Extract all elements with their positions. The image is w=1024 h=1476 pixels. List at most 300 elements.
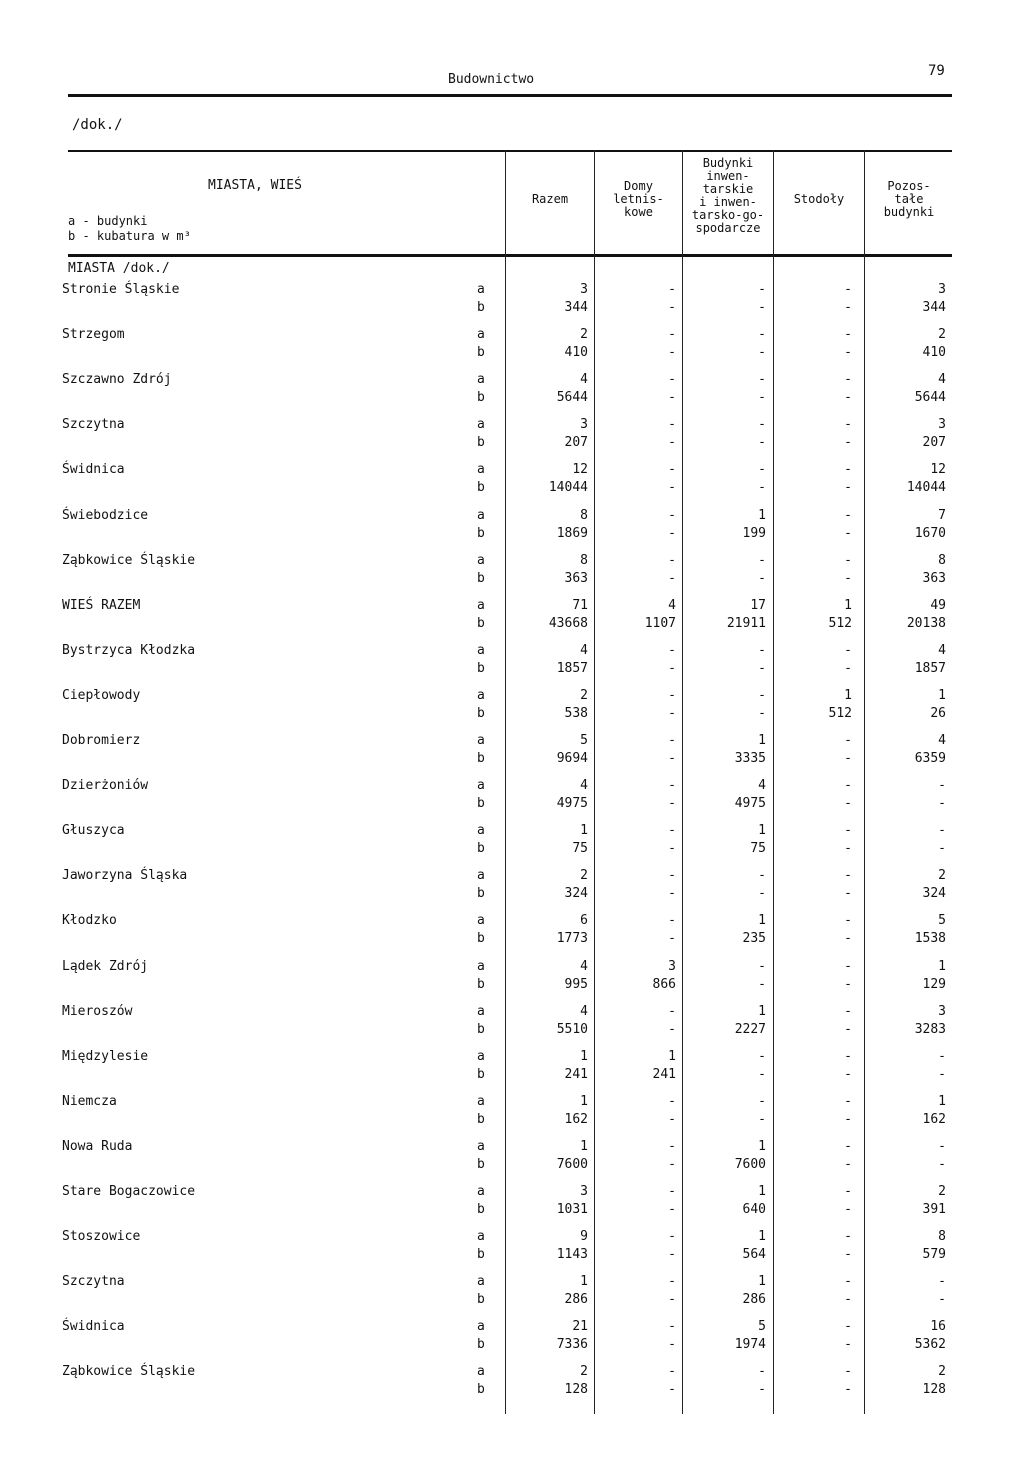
cell-domy-a: - xyxy=(668,327,676,342)
cell-inwent-b: - xyxy=(758,661,766,676)
cell-pozostale-a: 8 xyxy=(938,1229,946,1244)
cell-inwent-a: - xyxy=(758,372,766,387)
row-marker-a: a xyxy=(477,1364,485,1379)
cell-domy-a: - xyxy=(668,778,676,793)
cell-domy-b: - xyxy=(668,1022,676,1037)
cell-razem-b: 410 xyxy=(564,345,588,360)
row-marker-a: a xyxy=(477,1094,485,1109)
cell-stodoly-b: - xyxy=(844,1112,852,1127)
cell-stodoly-a: - xyxy=(844,1094,852,1109)
cell-razem-b: 344 xyxy=(564,300,588,315)
cell-stodoly-a: - xyxy=(844,1229,852,1244)
running-title: Budownictwo xyxy=(448,72,535,87)
cell-domy-b: 241 xyxy=(652,1067,676,1082)
cell-stodoly-a: - xyxy=(844,913,852,928)
cell-razem-a: 9 xyxy=(580,1229,588,1244)
row-name: Świdnica xyxy=(62,462,125,477)
cell-stodoly-b: - xyxy=(844,751,852,766)
cell-pozostale-a: 1 xyxy=(938,688,946,703)
cell-inwent-b: 75 xyxy=(750,841,766,856)
cell-domy-a: - xyxy=(668,913,676,928)
cell-domy-b: - xyxy=(668,480,676,495)
cell-inwent-a: 1 xyxy=(758,508,766,523)
cell-domy-b: - xyxy=(668,390,676,405)
row-marker-b: b xyxy=(477,571,485,586)
cell-domy-b: - xyxy=(668,526,676,541)
cell-stodoly-a: - xyxy=(844,733,852,748)
header-bottom-rule xyxy=(68,254,952,257)
cell-inwent-b: - xyxy=(758,1112,766,1127)
row-marker-b: b xyxy=(477,661,485,676)
cell-pozostale-a: 12 xyxy=(930,462,946,477)
cell-domy-a: - xyxy=(668,1004,676,1019)
cell-domy-b: - xyxy=(668,1292,676,1307)
cell-razem-a: 1 xyxy=(580,1139,588,1154)
cell-pozostale-b: 363 xyxy=(922,571,946,586)
cell-razem-b: 14044 xyxy=(548,480,588,495)
row-name: Lądek Zdrój xyxy=(62,959,149,974)
cell-stodoly-a: - xyxy=(844,508,852,523)
cell-inwent-b: 4975 xyxy=(734,796,766,811)
cell-razem-b: 5644 xyxy=(556,390,588,405)
cell-inwent-b: - xyxy=(758,977,766,992)
row-name: Kłodzko xyxy=(62,913,117,928)
row-name: Nowa Ruda xyxy=(62,1139,133,1154)
cell-pozostale-b: 410 xyxy=(922,345,946,360)
row-marker-a: a xyxy=(477,553,485,568)
cell-stodoly-b: - xyxy=(844,480,852,495)
cell-pozostale-b: 6359 xyxy=(914,751,946,766)
cell-domy-a: - xyxy=(668,1274,676,1289)
cell-razem-b: 4975 xyxy=(556,796,588,811)
cell-stodoly-b: - xyxy=(844,1202,852,1217)
cell-pozostale-a: 3 xyxy=(938,282,946,297)
cell-razem-b: 1869 xyxy=(556,526,588,541)
cell-pozostale-b: 162 xyxy=(922,1112,946,1127)
cell-stodoly-b: - xyxy=(844,345,852,360)
cell-razem-b: 75 xyxy=(572,841,588,856)
row-marker-a: a xyxy=(477,868,485,883)
cell-stodoly-a: - xyxy=(844,778,852,793)
cell-inwent-a: - xyxy=(758,1364,766,1379)
row-marker-b: b xyxy=(477,1247,485,1262)
cell-razem-a: 2 xyxy=(580,327,588,342)
row-name: Świdnica xyxy=(62,1319,125,1334)
cell-domy-a: - xyxy=(668,553,676,568)
cell-domy-a: - xyxy=(668,643,676,658)
cell-razem-b: 1773 xyxy=(556,931,588,946)
cell-pozostale-a: 1 xyxy=(938,1094,946,1109)
legend-a: a - budynki xyxy=(68,214,148,228)
cell-domy-b: - xyxy=(668,1337,676,1352)
row-marker-a: a xyxy=(477,462,485,477)
cell-inwent-a: 1 xyxy=(758,913,766,928)
cell-stodoly-a: 1 xyxy=(844,688,852,703)
cell-domy-b: - xyxy=(668,571,676,586)
cell-stodoly-a: - xyxy=(844,282,852,297)
cell-pozostale-b: 129 xyxy=(922,977,946,992)
column-header-inwent: Budynki inwen- tarskie i inwen- tarsko-go- spodarcze xyxy=(691,156,765,235)
cell-domy-a: - xyxy=(668,688,676,703)
cell-inwent-b: - xyxy=(758,345,766,360)
cell-stodoly-b: - xyxy=(844,1382,852,1397)
cell-razem-b: 128 xyxy=(564,1382,588,1397)
cell-domy-a: - xyxy=(668,1139,676,1154)
cell-stodoly-a: - xyxy=(844,643,852,658)
cell-pozostale-b: 579 xyxy=(922,1247,946,1262)
cell-razem-b: 995 xyxy=(564,977,588,992)
row-marker-b: b xyxy=(477,526,485,541)
cell-stodoly-b: - xyxy=(844,1247,852,1262)
cell-pozostale-b: - xyxy=(938,1292,946,1307)
cell-domy-b: - xyxy=(668,1247,676,1262)
cell-razem-a: 71 xyxy=(572,598,588,613)
cell-stodoly-a: - xyxy=(844,1364,852,1379)
cell-stodoly-a: - xyxy=(844,372,852,387)
cell-razem-a: 8 xyxy=(580,553,588,568)
section-label: MIASTA /dok./ xyxy=(68,261,170,276)
cell-inwent-a: 1 xyxy=(758,823,766,838)
cell-inwent-a: - xyxy=(758,553,766,568)
cell-pozostale-a: - xyxy=(938,823,946,838)
cell-inwent-b: - xyxy=(758,886,766,901)
row-name: Ciepłowody xyxy=(62,688,141,703)
cell-domy-a: - xyxy=(668,417,676,432)
row-name: Stronie Śląskie xyxy=(62,282,180,297)
cell-pozostale-a: - xyxy=(938,778,946,793)
cell-domy-b: - xyxy=(668,886,676,901)
cell-domy-a: - xyxy=(668,733,676,748)
cell-pozostale-b: 3283 xyxy=(914,1022,946,1037)
cell-razem-a: 3 xyxy=(580,1184,588,1199)
cell-domy-b: - xyxy=(668,300,676,315)
row-marker-a: a xyxy=(477,913,485,928)
cell-razem-b: 7600 xyxy=(556,1157,588,1172)
cell-stodoly-b: - xyxy=(844,841,852,856)
row-name: Dzierżoniów xyxy=(62,778,149,793)
row-marker-b: b xyxy=(477,977,485,992)
cell-stodoly-b: 512 xyxy=(828,616,852,631)
cell-stodoly-a: - xyxy=(844,462,852,477)
cell-inwent-b: 199 xyxy=(742,526,766,541)
cell-pozostale-a: 2 xyxy=(938,868,946,883)
cell-stodoly-b: - xyxy=(844,435,852,450)
cell-domy-a: - xyxy=(668,823,676,838)
continuation-label: /dok./ xyxy=(72,117,123,133)
cell-razem-a: 4 xyxy=(580,372,588,387)
cell-razem-a: 4 xyxy=(580,643,588,658)
legend-b: b - kubatura w m³ xyxy=(68,229,191,243)
row-marker-a: a xyxy=(477,1319,485,1334)
row-marker-a: a xyxy=(477,417,485,432)
row-marker-b: b xyxy=(477,1157,485,1172)
row-marker-b: b xyxy=(477,390,485,405)
cell-domy-b: - xyxy=(668,796,676,811)
cell-stodoly-a: - xyxy=(844,1184,852,1199)
cell-stodoly-b: - xyxy=(844,977,852,992)
cell-inwent-a: - xyxy=(758,327,766,342)
cell-inwent-b: 21911 xyxy=(726,616,766,631)
cell-pozostale-a: 3 xyxy=(938,1004,946,1019)
cell-domy-a: - xyxy=(668,1319,676,1334)
cell-stodoly-b: - xyxy=(844,931,852,946)
cell-pozostale-b: 5362 xyxy=(914,1337,946,1352)
row-name: Ząbkowice Śląskie xyxy=(62,1364,196,1379)
cell-pozostale-b: 5644 xyxy=(914,390,946,405)
cell-pozostale-b: 1670 xyxy=(914,526,946,541)
cell-razem-b: 1857 xyxy=(556,661,588,676)
cell-stodoly-b: - xyxy=(844,1067,852,1082)
cell-razem-a: 5 xyxy=(580,733,588,748)
cell-stodoly-b: - xyxy=(844,1022,852,1037)
row-marker-a: a xyxy=(477,733,485,748)
cell-domy-a: 1 xyxy=(668,1049,676,1064)
cell-pozostale-b: - xyxy=(938,1157,946,1172)
cell-stodoly-b: - xyxy=(844,661,852,676)
cell-domy-b: - xyxy=(668,706,676,721)
cell-domy-b: - xyxy=(668,661,676,676)
cell-stodoly-b: - xyxy=(844,1292,852,1307)
row-marker-a: a xyxy=(477,282,485,297)
cell-domy-a: - xyxy=(668,462,676,477)
cell-razem-a: 4 xyxy=(580,959,588,974)
row-name: Głuszyca xyxy=(62,823,125,838)
row-marker-a: a xyxy=(477,959,485,974)
page-number: 79 xyxy=(928,63,945,79)
cell-razem-b: 162 xyxy=(564,1112,588,1127)
cell-inwent-a: 1 xyxy=(758,1274,766,1289)
cell-inwent-a: - xyxy=(758,688,766,703)
cell-inwent-a: - xyxy=(758,1094,766,1109)
cell-inwent-a: - xyxy=(758,282,766,297)
cell-inwent-b: - xyxy=(758,706,766,721)
cell-domy-b: - xyxy=(668,345,676,360)
cell-pozostale-b: - xyxy=(938,796,946,811)
cell-inwent-a: 4 xyxy=(758,778,766,793)
cell-pozostale-a: 16 xyxy=(930,1319,946,1334)
column-divider xyxy=(594,150,595,1414)
cell-razem-a: 6 xyxy=(580,913,588,928)
cell-inwent-a: - xyxy=(758,462,766,477)
row-marker-b: b xyxy=(477,1382,485,1397)
cell-razem-a: 4 xyxy=(580,778,588,793)
cell-stodoly-b: - xyxy=(844,571,852,586)
cell-stodoly-b: 512 xyxy=(828,706,852,721)
cell-razem-a: 3 xyxy=(580,417,588,432)
row-marker-b: b xyxy=(477,1337,485,1352)
cell-stodoly-a: - xyxy=(844,868,852,883)
cell-pozostale-b: 14044 xyxy=(906,480,946,495)
cell-inwent-b: - xyxy=(758,390,766,405)
row-name: Szczytna xyxy=(62,417,125,432)
row-name: Świebodzice xyxy=(62,508,149,523)
row-marker-a: a xyxy=(477,1274,485,1289)
cell-razem-a: 2 xyxy=(580,1364,588,1379)
cell-stodoly-b: - xyxy=(844,1157,852,1172)
cell-razem-a: 21 xyxy=(572,1319,588,1334)
cell-stodoly-a: - xyxy=(844,1004,852,1019)
cell-domy-b: - xyxy=(668,1382,676,1397)
cell-stodoly-a: - xyxy=(844,1319,852,1334)
cell-domy-b: 866 xyxy=(652,977,676,992)
row-name: Niemcza xyxy=(62,1094,117,1109)
row-name: Bystrzyca Kłodzka xyxy=(62,643,196,658)
cell-stodoly-a: - xyxy=(844,1274,852,1289)
cell-razem-a: 3 xyxy=(580,282,588,297)
column-divider xyxy=(505,150,506,1414)
cell-stodoly-a: 1 xyxy=(844,598,852,613)
cell-inwent-a: 1 xyxy=(758,1139,766,1154)
cell-razem-b: 207 xyxy=(564,435,588,450)
cell-inwent-b: - xyxy=(758,300,766,315)
cell-razem-a: 2 xyxy=(580,688,588,703)
cell-razem-b: 241 xyxy=(564,1067,588,1082)
cell-razem-b: 7336 xyxy=(556,1337,588,1352)
row-marker-a: a xyxy=(477,327,485,342)
cell-stodoly-b: - xyxy=(844,886,852,901)
cell-pozostale-b: 207 xyxy=(922,435,946,450)
cell-pozostale-a: - xyxy=(938,1274,946,1289)
cell-inwent-b: - xyxy=(758,480,766,495)
cell-pozostale-a: 1 xyxy=(938,959,946,974)
row-name: Stoszowice xyxy=(62,1229,141,1244)
cell-inwent-b: 564 xyxy=(742,1247,766,1262)
cell-domy-a: - xyxy=(668,508,676,523)
column-header-pozostale: Pozos- tałe budynki xyxy=(883,179,935,219)
cell-stodoly-a: - xyxy=(844,553,852,568)
column-header-domy: Domy letnis- kowe xyxy=(613,179,664,219)
cell-domy-b: 1107 xyxy=(644,616,676,631)
top-rule xyxy=(68,94,952,97)
cell-pozostale-a: 8 xyxy=(938,553,946,568)
cell-razem-b: 5510 xyxy=(556,1022,588,1037)
cell-domy-b: - xyxy=(668,1112,676,1127)
column-header-stodoly: Stodoły xyxy=(793,192,845,206)
cell-stodoly-a: - xyxy=(844,959,852,974)
row-marker-b: b xyxy=(477,931,485,946)
cell-razem-a: 2 xyxy=(580,868,588,883)
row-name: Dobromierz xyxy=(62,733,141,748)
cell-pozostale-b: 324 xyxy=(922,886,946,901)
row-name: Mieroszów xyxy=(62,1004,133,1019)
cell-domy-b: - xyxy=(668,435,676,450)
cell-pozostale-b: 128 xyxy=(922,1382,946,1397)
row-marker-b: b xyxy=(477,435,485,450)
cell-stodoly-b: - xyxy=(844,526,852,541)
cell-pozostale-a: 2 xyxy=(938,1364,946,1379)
cell-razem-a: 1 xyxy=(580,1049,588,1064)
cell-stodoly-b: - xyxy=(844,796,852,811)
row-name: Międzylesie xyxy=(62,1049,149,1064)
cell-razem-a: 4 xyxy=(580,1004,588,1019)
cell-inwent-b: 286 xyxy=(742,1292,766,1307)
row-name: Szczawno Zdrój xyxy=(62,372,172,387)
cell-stodoly-b: - xyxy=(844,1337,852,1352)
cell-razem-b: 43668 xyxy=(548,616,588,631)
cell-inwent-a: - xyxy=(758,417,766,432)
cell-pozostale-a: 2 xyxy=(938,327,946,342)
cell-razem-a: 1 xyxy=(580,823,588,838)
cell-pozostale-b: 391 xyxy=(922,1202,946,1217)
column-header-razem: Razem xyxy=(531,192,569,206)
cell-domy-a: 4 xyxy=(668,598,676,613)
cell-razem-b: 9694 xyxy=(556,751,588,766)
cell-pozostale-b: - xyxy=(938,841,946,856)
row-marker-a: a xyxy=(477,643,485,658)
stub-header-title: MIASTA, WIEŚ xyxy=(208,178,302,193)
cell-stodoly-a: - xyxy=(844,1139,852,1154)
row-marker-b: b xyxy=(477,1067,485,1082)
cell-razem-a: 1 xyxy=(580,1274,588,1289)
cell-domy-a: - xyxy=(668,1229,676,1244)
cell-pozostale-b: 20138 xyxy=(906,616,946,631)
row-marker-a: a xyxy=(477,508,485,523)
cell-inwent-a: 1 xyxy=(758,733,766,748)
row-marker-b: b xyxy=(477,886,485,901)
cell-inwent-b: 640 xyxy=(742,1202,766,1217)
cell-inwent-b: - xyxy=(758,571,766,586)
row-marker-b: b xyxy=(477,480,485,495)
cell-razem-a: 1 xyxy=(580,1094,588,1109)
row-marker-a: a xyxy=(477,778,485,793)
row-marker-a: a xyxy=(477,1049,485,1064)
header-top-rule xyxy=(68,150,952,152)
row-marker-b: b xyxy=(477,1112,485,1127)
cell-inwent-a: 1 xyxy=(758,1184,766,1199)
cell-domy-b: - xyxy=(668,931,676,946)
cell-inwent-a: 5 xyxy=(758,1319,766,1334)
cell-pozostale-b: 1538 xyxy=(914,931,946,946)
cell-pozostale-a: 2 xyxy=(938,1184,946,1199)
cell-stodoly-a: - xyxy=(844,823,852,838)
cell-inwent-b: 1974 xyxy=(734,1337,766,1352)
cell-inwent-a: 1 xyxy=(758,1229,766,1244)
cell-razem-b: 363 xyxy=(564,571,588,586)
row-name: Stare Bogaczowice xyxy=(62,1184,196,1199)
cell-domy-b: - xyxy=(668,1157,676,1172)
cell-pozostale-a: - xyxy=(938,1049,946,1064)
cell-inwent-b: 235 xyxy=(742,931,766,946)
row-marker-b: b xyxy=(477,616,485,631)
cell-inwent-a: - xyxy=(758,868,766,883)
cell-inwent-b: - xyxy=(758,1067,766,1082)
cell-pozostale-a: - xyxy=(938,1139,946,1154)
cell-domy-a: - xyxy=(668,1364,676,1379)
cell-inwent-b: - xyxy=(758,435,766,450)
cell-pozostale-b: 344 xyxy=(922,300,946,315)
cell-domy-b: - xyxy=(668,841,676,856)
cell-razem-b: 1143 xyxy=(556,1247,588,1262)
cell-domy-a: - xyxy=(668,1184,676,1199)
cell-domy-b: - xyxy=(668,751,676,766)
cell-inwent-a: - xyxy=(758,959,766,974)
cell-inwent-a: - xyxy=(758,1049,766,1064)
cell-stodoly-a: - xyxy=(844,417,852,432)
row-marker-a: a xyxy=(477,823,485,838)
row-marker-b: b xyxy=(477,841,485,856)
cell-inwent-b: - xyxy=(758,1382,766,1397)
row-marker-b: b xyxy=(477,1292,485,1307)
column-divider xyxy=(682,150,683,1414)
row-marker-b: b xyxy=(477,751,485,766)
cell-stodoly-a: - xyxy=(844,1049,852,1064)
cell-pozostale-a: 5 xyxy=(938,913,946,928)
cell-razem-b: 286 xyxy=(564,1292,588,1307)
cell-pozostale-b: - xyxy=(938,1067,946,1082)
row-name: Strzegom xyxy=(62,327,125,342)
cell-inwent-a: 1 xyxy=(758,1004,766,1019)
row-marker-a: a xyxy=(477,372,485,387)
